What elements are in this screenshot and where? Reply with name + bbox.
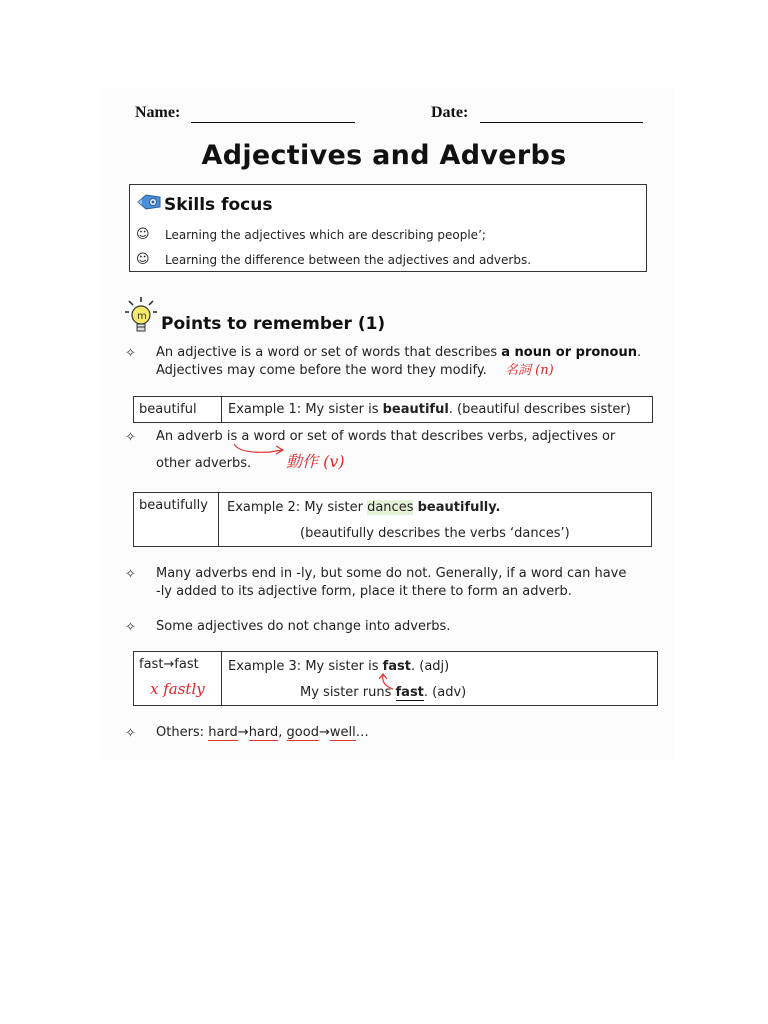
header-row (135, 104, 655, 128)
smiley-bullet-icon: ☺ (136, 252, 150, 267)
skills-focus-title: Skills focus (164, 195, 273, 215)
handwritten-arrow (230, 440, 290, 462)
point-1-line-1: An adjective is a word or set of words that describes a noun or pronoun. (156, 345, 642, 360)
table-2-example: Example 2: My sister dances beautifully. (227, 500, 501, 515)
page-title: Adjectives and Adverbs (201, 140, 567, 171)
table-1-example: Example 1: My sister is beautiful. (beautiful describes sister) (228, 402, 631, 417)
handwritten-note-fastly: x fastly (150, 680, 205, 698)
table-3-word: fast→fast (134, 652, 222, 705)
name-label: Name: (135, 104, 181, 121)
sparkle-bullet-icon: ✧ (125, 346, 136, 361)
point-3-line-1: Many adverbs end in -ly, but some do not. Generally, if a word can have (156, 566, 627, 581)
sparkle-bullet-icon: ✧ (125, 567, 136, 582)
svg-text:m: m (137, 311, 147, 322)
skill-item-2: Learning the difference between the adjectives and adverbs. (165, 253, 532, 267)
point-5-others: Others: hard→hard, good→well… (156, 725, 369, 740)
date-field-line (480, 122, 643, 123)
example-table-2 (133, 492, 652, 547)
point-2-line-1: An adverb is a word or set of words that describes verbs, adjectives or (156, 429, 616, 444)
lightbulb-icon (124, 296, 158, 340)
sparkle-bullet-icon: ✧ (125, 430, 136, 445)
point-4: Some adjectives do not change into adverbs. (156, 619, 451, 634)
table-3-example-2: My sister runs fast. (adv) (300, 685, 467, 700)
smiley-bullet-icon: ☺ (136, 227, 150, 242)
handwritten-arrow (375, 671, 399, 691)
table-3-example-1: Example 3: My sister is fast. (adj) (228, 659, 450, 674)
name-field-line (191, 122, 355, 123)
sparkle-bullet-icon: ✧ (125, 726, 136, 741)
rocket-icon (136, 191, 162, 217)
point-3-line-2: -ly added to its adjective form, place it there to form an adverb. (156, 584, 572, 599)
point-2-line-2: other adverbs. (156, 456, 252, 471)
table-1-word: beautiful (134, 397, 222, 422)
point-1-line-2: Adjectives may come before the word they modify. (156, 363, 487, 378)
skill-item-1: Learning the adjectives which are describing people’; (165, 228, 486, 242)
skills-focus-box (129, 184, 647, 272)
handwritten-note-noun: 名詞 (n) (505, 363, 554, 378)
date-label: Date: (431, 104, 469, 121)
table-2-word: beautifully (134, 493, 219, 546)
example-table-1 (133, 396, 653, 423)
sparkle-bullet-icon: ✧ (125, 620, 136, 635)
handwritten-note-verb: 動作 (v) (286, 452, 345, 471)
table-2-explanation: (beautifully describes the verbs ‘dances’) (300, 526, 570, 541)
points-title: Points to remember (1) (161, 314, 386, 334)
